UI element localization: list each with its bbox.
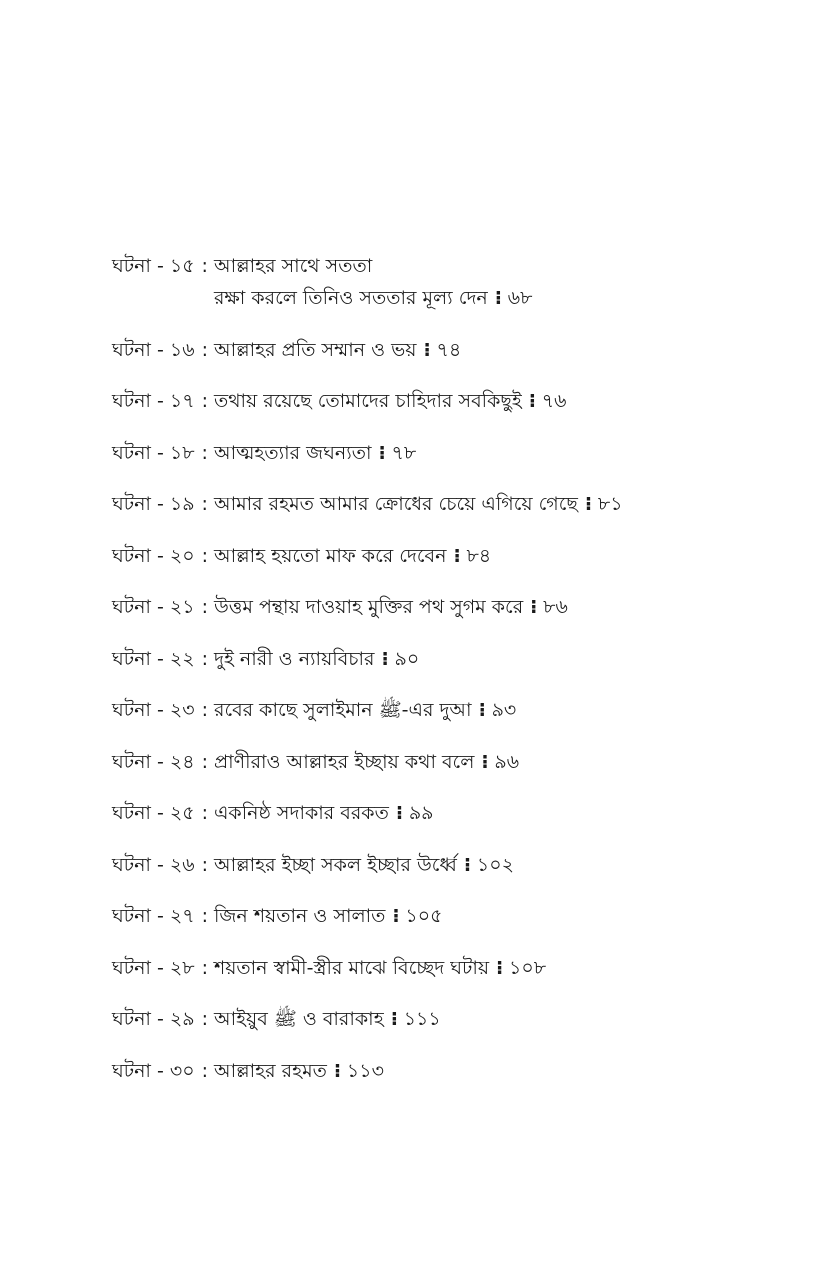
toc-entry-12 bbox=[112, 849, 802, 881]
entry-title-text: একনিষ্ঠ সদাকার বরকত bbox=[213, 802, 389, 824]
page-number: ৮৪ bbox=[466, 544, 492, 567]
entry-number: ঘটনা - ৩০ bbox=[112, 1059, 195, 1082]
entry-title bbox=[214, 334, 461, 366]
entry-number: ঘটনা - ১৯ bbox=[112, 493, 195, 515]
dotted-separator-icon: ⁝ bbox=[463, 853, 472, 876]
table-of-contents bbox=[112, 250, 802, 1087]
toc-entry-4 bbox=[112, 437, 802, 469]
entry-title-text: প্রাণীরাও আল্লাহর ইচ্ছায় কথা বলে bbox=[213, 750, 475, 773]
toc-entry-6 bbox=[112, 540, 802, 572]
entry-number: ঘটনা - ২৫ bbox=[112, 802, 195, 824]
entry-title bbox=[214, 1003, 441, 1035]
page-number: ৯০ bbox=[394, 647, 420, 670]
entry-title bbox=[214, 385, 567, 417]
entry-title bbox=[214, 694, 516, 726]
entry-number: ঘটনা - ১৬ bbox=[112, 338, 195, 361]
entry-title-line bbox=[214, 1003, 441, 1035]
entry-title bbox=[214, 900, 442, 932]
entry-title-line bbox=[214, 849, 514, 881]
entry-title-line bbox=[214, 746, 519, 778]
page-number: ৯৩ bbox=[491, 699, 517, 721]
entry-title-line bbox=[214, 694, 516, 726]
label-separator: : bbox=[201, 338, 208, 361]
page-number: ৬৮ bbox=[507, 287, 533, 309]
entry-number: ঘটনা - ২৩ bbox=[112, 699, 195, 721]
entry-number: ঘটনা - ২০ bbox=[112, 544, 195, 567]
entry-title-line bbox=[214, 488, 623, 520]
entry-title-line bbox=[214, 797, 434, 829]
page-number: ১০২ bbox=[476, 853, 514, 876]
dotted-separator-icon: ⁝ bbox=[378, 441, 386, 464]
page-number: ৯৯ bbox=[408, 802, 434, 824]
entry-title-text: উত্তম পন্থায় দাওয়াহ মুক্তির পথ সুগম করে bbox=[213, 596, 524, 618]
entry-number: ঘটনা - ২৯ bbox=[112, 1008, 195, 1030]
dotted-separator-icon: ⁝ bbox=[481, 750, 489, 773]
toc-entry-9 bbox=[112, 694, 802, 726]
dotted-separator-icon: ⁝ bbox=[333, 1059, 342, 1082]
dotted-separator-icon: ⁝ bbox=[381, 647, 389, 670]
dotted-separator-icon: ⁝ bbox=[494, 287, 502, 309]
entry-title-line bbox=[214, 952, 546, 984]
label-separator: : bbox=[201, 441, 208, 464]
entry-title-text: শয়তান স্বামী-স্ত্রীর মাঝে বিচ্ছেদ ঘটায় bbox=[213, 956, 490, 979]
page-number: ৮৬ bbox=[543, 596, 568, 618]
entry-title-text: আমার রহমত আমার ক্রোধের চেয়ে এগিয়ে গেছে bbox=[213, 493, 578, 515]
entry-title bbox=[214, 746, 519, 778]
toc-entry-15 bbox=[112, 1003, 802, 1035]
page-number: ১০৮ bbox=[509, 956, 547, 979]
entry-title-text: রক্ষা করলে তিনিও সততার মূল্য দেন bbox=[213, 287, 488, 309]
page-number: ৭৬ bbox=[541, 390, 567, 412]
dotted-separator-icon: ⁝ bbox=[528, 390, 537, 412]
toc-entry-2 bbox=[112, 334, 802, 366]
label-separator: : bbox=[201, 255, 208, 277]
label-separator: : bbox=[201, 1008, 208, 1030]
entry-title bbox=[214, 488, 623, 520]
entry-number: ঘটনা - ২৬ bbox=[112, 853, 195, 876]
entry-title-text: রবের কাছে সুলাইমান ﷺ-এর দুআ bbox=[214, 699, 472, 721]
entry-title bbox=[214, 643, 419, 675]
entry-number: ঘটনা - ২৮ bbox=[112, 956, 195, 979]
toc-entry-7 bbox=[112, 591, 802, 623]
dotted-separator-icon: ⁝ bbox=[390, 1008, 398, 1030]
entry-title-text: জিন শয়তান ও সালাত bbox=[214, 905, 386, 927]
dotted-separator-icon: ⁝ bbox=[395, 802, 404, 824]
toc-entry-8 bbox=[112, 643, 802, 675]
label-separator: : bbox=[201, 544, 208, 567]
dotted-separator-icon: ⁝ bbox=[453, 544, 461, 567]
entry-number: ঘটনা - ২১ bbox=[112, 596, 195, 618]
label-separator: : bbox=[201, 699, 208, 721]
entry-title-text: আল্লাহর রহমত bbox=[214, 1059, 327, 1082]
dotted-separator-icon: ⁝ bbox=[584, 493, 593, 515]
page-number: ১১৩ bbox=[346, 1059, 384, 1082]
entry-title-line bbox=[214, 900, 442, 932]
label-separator: : bbox=[201, 390, 208, 412]
label-separator: : bbox=[201, 750, 208, 773]
label-separator: : bbox=[201, 802, 208, 824]
entry-title bbox=[214, 437, 416, 469]
entry-title-line bbox=[214, 250, 533, 282]
toc-entry-3 bbox=[112, 385, 802, 417]
entry-title-text: আল্লাহ হয়তো মাফ করে দেবেন bbox=[214, 544, 447, 567]
entry-title-line bbox=[214, 591, 568, 623]
entry-title bbox=[214, 952, 546, 984]
dotted-separator-icon: ⁝ bbox=[496, 956, 504, 979]
entry-title-text: আইয়ুব ﷺ ও বারাকাহ bbox=[213, 1008, 384, 1030]
entry-number: ঘটনা - ১৭ bbox=[112, 390, 195, 412]
label-separator: : bbox=[201, 1059, 208, 1082]
toc-entry-11 bbox=[112, 797, 802, 829]
toc-entry-16 bbox=[112, 1055, 802, 1087]
entry-title-line bbox=[214, 282, 533, 314]
entry-number: ঘটনা - ১৫ bbox=[112, 255, 195, 277]
entry-title bbox=[214, 1055, 384, 1087]
page-number: ১১১ bbox=[403, 1008, 441, 1030]
entry-number: ঘটনা - ২৪ bbox=[112, 750, 195, 773]
toc-entry-13 bbox=[112, 900, 802, 932]
entry-title-line bbox=[214, 437, 416, 469]
entry-title-line bbox=[214, 385, 567, 417]
page-number: ১০৫ bbox=[405, 905, 443, 927]
dotted-separator-icon: ⁝ bbox=[530, 596, 538, 618]
entry-title-text: আল্লাহর সাথে সততা bbox=[213, 255, 373, 277]
page-number: ৭৪ bbox=[436, 338, 462, 361]
label-separator: : bbox=[201, 905, 208, 927]
toc-entry-10 bbox=[112, 746, 802, 778]
entry-title-line bbox=[214, 1055, 384, 1087]
entry-title bbox=[214, 250, 533, 314]
toc-entry-5 bbox=[112, 488, 802, 520]
page-number: ৮১ bbox=[597, 493, 623, 515]
label-separator: : bbox=[201, 647, 208, 670]
toc-entry-14 bbox=[112, 952, 802, 984]
entry-number: ঘটনা - ১৮ bbox=[112, 441, 195, 464]
entry-title-line bbox=[214, 540, 491, 572]
label-separator: : bbox=[201, 493, 208, 515]
entry-number: ঘটনা - ২৭ bbox=[112, 905, 195, 927]
page-number: ৯৬ bbox=[494, 750, 520, 773]
entry-title-text: আল্লাহর ইচ্ছা সকল ইচ্ছার উর্ধ্বে bbox=[214, 853, 457, 876]
label-separator: : bbox=[201, 956, 208, 979]
label-separator: : bbox=[201, 853, 208, 876]
entry-title-line bbox=[214, 334, 461, 366]
entry-title bbox=[214, 540, 491, 572]
dotted-separator-icon: ⁝ bbox=[478, 699, 486, 721]
dotted-separator-icon: ⁝ bbox=[392, 905, 400, 927]
entry-number: ঘটনা - ২২ bbox=[112, 647, 195, 670]
entry-title bbox=[214, 849, 514, 881]
entry-title bbox=[214, 797, 434, 829]
entry-title bbox=[214, 591, 568, 623]
label-separator: : bbox=[201, 596, 208, 618]
entry-title-line bbox=[214, 643, 419, 675]
entry-title-text: দুই নারী ও ন্যায়বিচার bbox=[214, 647, 375, 670]
dotted-separator-icon: ⁝ bbox=[423, 338, 431, 361]
entry-title-text: তথায় রয়েছে তোমাদের চাহিদার সবকিছুই bbox=[213, 390, 522, 412]
entry-title-text: আল্লাহর প্রতি সম্মান ও ভয় bbox=[213, 338, 417, 361]
toc-entry-1 bbox=[112, 250, 802, 314]
entry-title-text: আত্মহত্যার জঘন্যতা bbox=[213, 441, 372, 464]
page-number: ৭৮ bbox=[391, 441, 417, 464]
